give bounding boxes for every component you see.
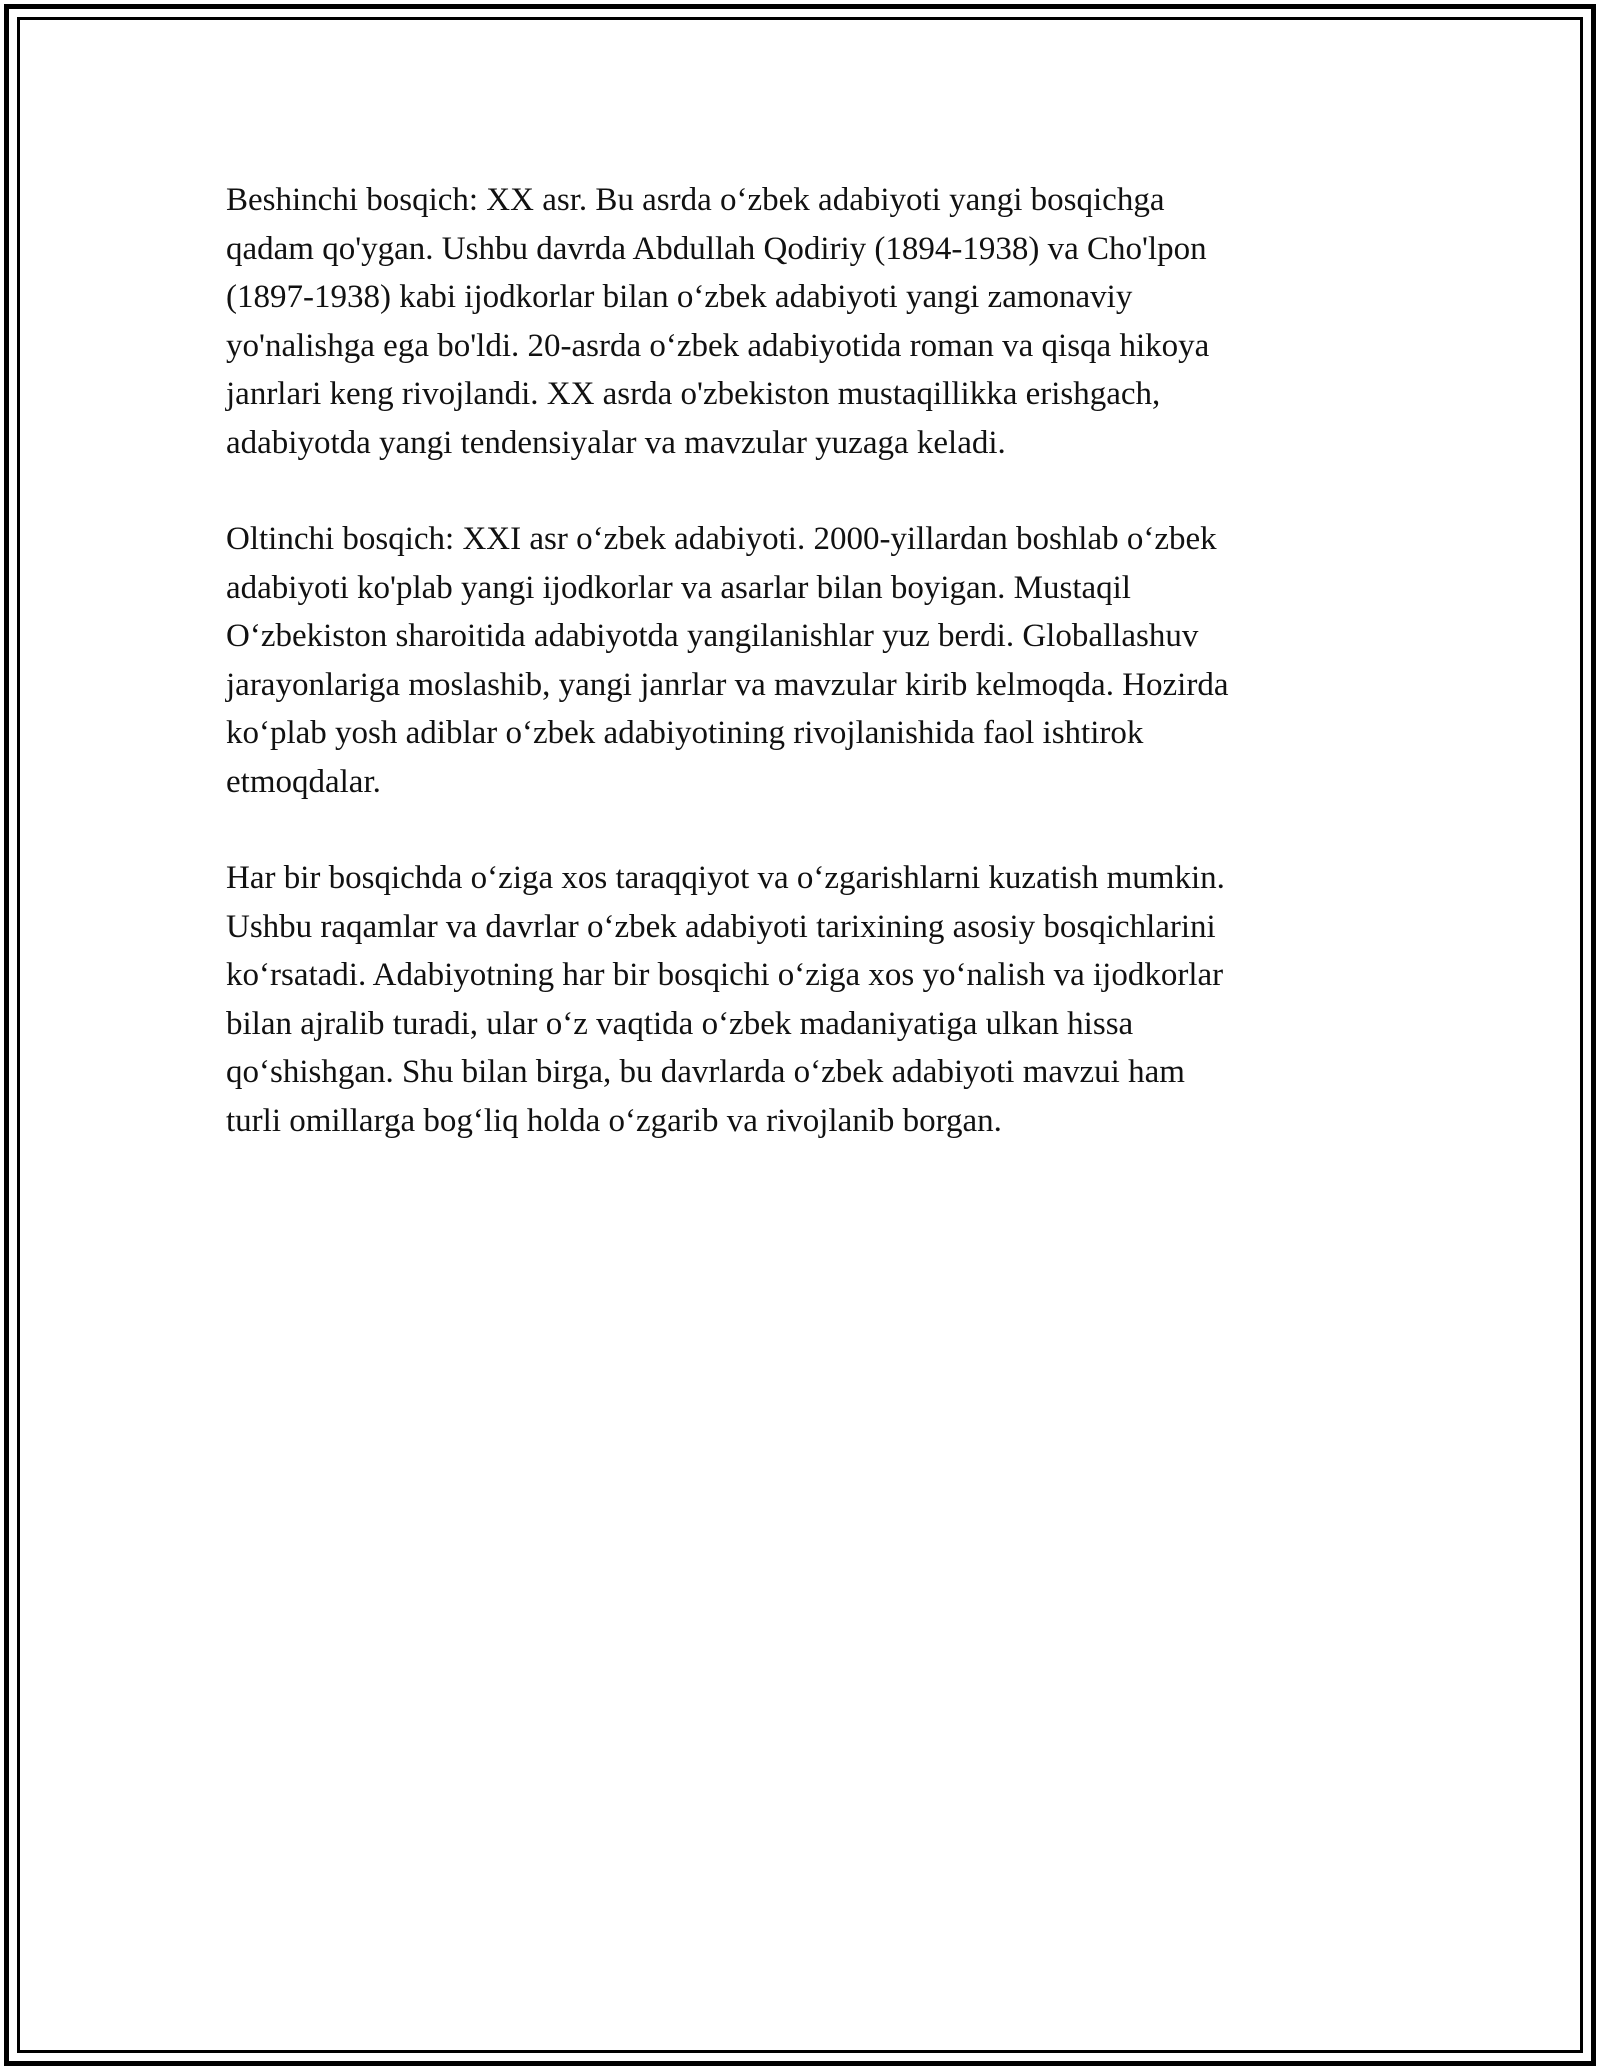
text-line: janrlari keng rivojlandi. XX asrda o'zbekiston mustaqillikka erishgach, (226, 376, 1161, 412)
text-line: (1897-1938) kabi ijodkorlar bilan o‘zbek adabiyoti yangi zamonaviy (226, 279, 1133, 315)
text-line: adabiyotda yangi tendensiyalar va mavzular yuzaga keladi. (226, 424, 1006, 461)
text-line: Beshinchi bosqich: XX asr. Bu asrda o‘zbek adabiyoti yangi bosqichga (226, 182, 1165, 218)
paragraph-sixth-stage (226, 515, 1376, 806)
text-line: qo‘shishgan. Shu bilan birga, bu davrlarda o‘zbek adabiyoti mavzui ham (226, 1054, 1185, 1090)
text-line: Oltinchi bosqich: XXI asr o‘zbek adabiyoti. 2000-yillardan boshlab o‘zbek (226, 521, 1217, 557)
text-line: ko‘plab yosh adiblar o‘zbek adabiyotining rivojlanishida faol ishtirok (226, 715, 1144, 751)
text-line: qadam qo'ygan. Ushbu davrda Abdullah Qodiriy (1894-1938) va Cho'lpon (226, 230, 1207, 267)
text-line: Ushbu raqamlar va davrlar o‘zbek adabiyoti tarixining asosiy bosqichlarini (226, 908, 1216, 945)
text-line: yo'nalishga ega bo'ldi. 20-asrda o‘zbek adabiyotida roman va qisqa hikoya (226, 327, 1210, 364)
paragraph-summary (226, 854, 1376, 1145)
text-line: ko‘rsatadi. Adabiyotning har bir bosqichi o‘ziga xos yo‘nalish va ijodkorlar (226, 957, 1224, 993)
paragraph-fifth-stage (226, 176, 1376, 467)
text-line: Har bir bosqichda o‘ziga xos taraqqiyot va o‘zgarishlarni kuzatish mumkin. (226, 860, 1225, 896)
text-line: etmoqdalar. (226, 763, 381, 800)
text-line: jarayonlariga moslashib, yangi janrlar va mavzular kirib kelmoqda. Hozirda (226, 666, 1229, 703)
document-body (226, 176, 1376, 1193)
text-line: turli omillarga bog‘liq holda o‘zgarib va rivojlanib borgan. (226, 1102, 1002, 1139)
text-line: bilan ajralib turadi, ular o‘z vaqtida o‘zbek madaniyatiga ulkan hissa (226, 1005, 1134, 1042)
text-line: adabiyoti ko'plab yangi ijodkorlar va asarlar bilan boyigan. Mustaqil (226, 569, 1131, 606)
text-line: O‘zbekiston sharoitida adabiyotda yangilanishlar yuz berdi. Globallashuv (226, 618, 1199, 654)
